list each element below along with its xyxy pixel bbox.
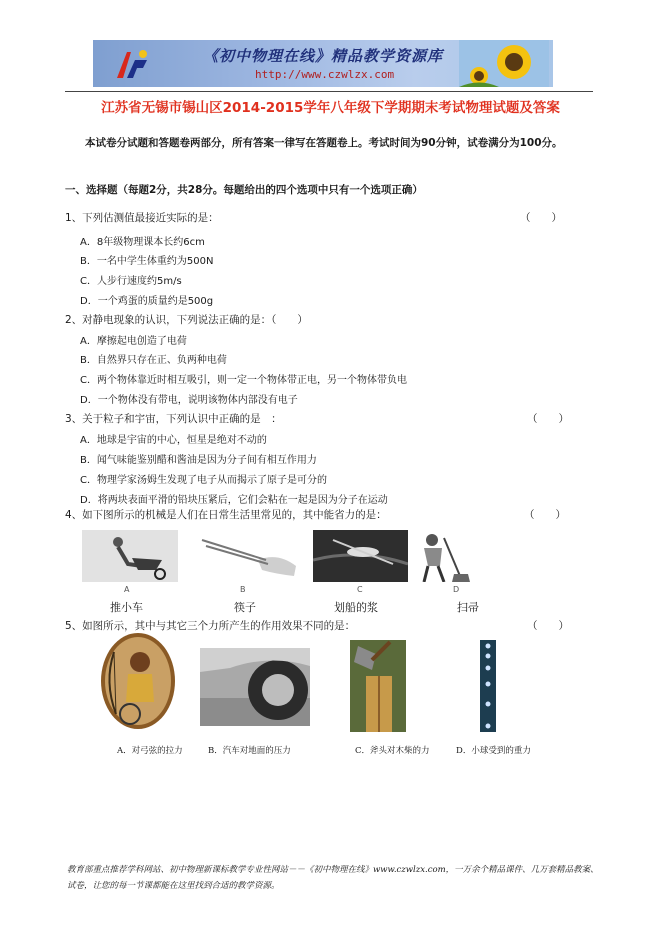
figure-letter-d: D (453, 585, 460, 594)
header-banner (93, 40, 553, 87)
broom-image (410, 530, 472, 582)
caption-car-pressure: B．汽车对地面的压力 (208, 746, 291, 756)
label-oar: 划船的浆 (334, 601, 378, 614)
question-3-stem: 3、关于粒子和宇宙，下列认识中正确的是 ： (65, 413, 282, 425)
section-heading: 一、选择题（每题2分，共28分。每题给出的四个选项中只有一个选项正确） (65, 184, 423, 196)
archer-image (100, 632, 176, 730)
question-2-option-a: A．摩擦起电创造了电荷 (80, 336, 187, 347)
footer-note: 教育部重点推荐学科网站、初中物理新课标教学专业性网站－－《初中物理在线》www.czwlzx.com，一万余个精品课件、几万套精品教案、试卷，让您的每一节课都能在这里找到合适的教学资源。 (67, 865, 599, 891)
site-url[interactable]: http://www.czwlzx.com (255, 68, 395, 81)
question-2-option-b: B．自然界只存在正、负两种电荷 (80, 355, 227, 366)
label-broom: 扫帚 (457, 601, 479, 614)
label-chopsticks: 筷子 (234, 601, 256, 614)
question-5-stem: 5、如图所示，其中与其它三个力所产生的作用效果不同的是： (65, 620, 356, 632)
label-wheelbarrow: 推小车 (110, 601, 143, 614)
question-1-stem: 1、下列估测值最接近实际的是： (65, 212, 219, 224)
question-1-option-a: A．8年级物理课本长约6cm (80, 237, 205, 248)
figure-letter-a: A (124, 585, 130, 594)
exam-instructions: 本试卷分试题和答题卷两部分，所有答案一律写在答题卷上。考试时间为90分钟，试卷满分为100分。 (85, 137, 563, 149)
question-1-option-d: D．一个鸡蛋的质量约是500g (80, 296, 214, 307)
question-2-option-c: C．两个物体靠近时相互吸引，则一定一个物体带正电，另一个物体带负电 (80, 375, 407, 386)
question-2-option-d: D．一个物体没有带电，说明该物体内部没有电子 (80, 395, 298, 406)
figure-letter-c: C (357, 585, 363, 594)
header-rule (65, 91, 593, 92)
answer-blank: （ ） (527, 620, 569, 632)
answer-blank: （ ） (520, 212, 562, 224)
question-2-stem: 2、对静电现象的认识，下列说法正确的是：（ ） (65, 314, 308, 326)
question-4-stem: 4、如下图所示的机械是人们在日常生活里常见的，其中能省力的是： (65, 509, 387, 521)
site-name: 《初中物理在线》精品教学资源库 (203, 47, 444, 65)
rowing-image (313, 530, 408, 582)
sunflower-image (459, 40, 549, 87)
falling-ball-image (480, 640, 496, 732)
axe-chopping-wood-image (350, 640, 406, 732)
wheelbarrow-image (82, 530, 178, 582)
question-3-option-a: A．地球是宇宙的中心，恒星是绝对不动的 (80, 435, 267, 446)
answer-blank: （ ） (527, 413, 569, 425)
caption-axe: C．斧头对木柴的力 (355, 746, 430, 756)
question-1-option-c: C．人步行速度约5m/s (80, 276, 182, 287)
site-logo (113, 46, 153, 82)
figure-letter-b: B (240, 585, 246, 594)
question-3-option-d: D．将两块表面平滑的铅块压紧后，它们会粘在一起是因为分子在运动 (80, 495, 388, 506)
page-title: 江苏省无锡市锡山区2014-2015学年八年级下学期期末考试物理试题及答案 (101, 100, 560, 116)
answer-blank: （ ） (524, 509, 566, 521)
car-tire-image (200, 648, 310, 726)
question-1-option-b: B．一名中学生体重约为500N (80, 256, 214, 267)
question-3-option-c: C．物理学家汤姆生发现了电子从而揭示了原子是可分的 (80, 475, 327, 486)
question-3-option-b: B．闻气味能鉴别醋和酱油是因为分子间有相互作用力 (80, 455, 317, 466)
chopsticks-image (198, 530, 298, 582)
caption-bowstring: A．对弓弦的拉力 (117, 746, 183, 756)
caption-ball-gravity: D．小球受到的重力 (456, 746, 531, 756)
